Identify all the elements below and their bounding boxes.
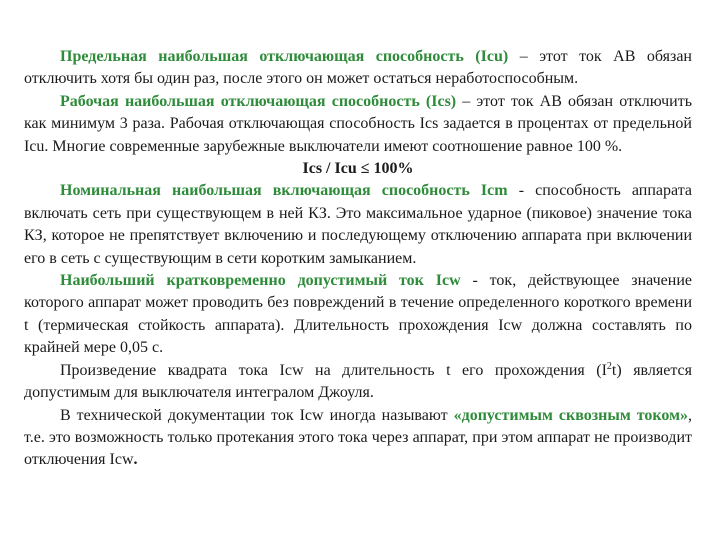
paragraph-joule-integral: [24, 360, 692, 405]
joule-text-before: Произведение квадрата тока Icw на длительность t его прохождения (I: [60, 361, 607, 379]
doc-text-after: , т.е. это возможность только протекания этого тока через аппарат, при этом аппарат не производит отключения Icw: [24, 406, 692, 469]
joule-superscript: 2: [606, 360, 612, 372]
paragraph-icw: [24, 270, 692, 360]
paragraph-icw-text: - ток, действующее значение которого аппарат может проводить без повреждений в течение определенного короткого времени t (термическая стойкость аппарата). Длительность прохождения Icw должна составлять по крайней мере 0,05 с.: [24, 272, 692, 357]
term-through-current: «допустимым сквозным током»: [453, 406, 688, 424]
term-icw: Наибольший кратковременно допустимый ток Icw: [60, 272, 461, 290]
doc-final-period: .: [133, 451, 138, 469]
paragraph-ics: [24, 91, 692, 158]
term-ics: Рабочая наибольшая отключающая способность (Ics): [60, 92, 457, 110]
paragraph-icm-text: - способность аппарата включать сеть при существующем в ней КЗ. Это максимальное ударное (пиковое) значение тока КЗ, которое не препятствует включению и последующему отключению аппарата при включении его в сеть с существующим в сети коротким замыканием.: [24, 182, 693, 267]
doc-text-before: В технической документации ток Icw иногда называют: [60, 406, 454, 424]
document-page: [24, 46, 692, 472]
paragraph-icu-text: – этот ток АВ обязан отключить хотя бы один раз, после этого он может остаться неработоспособным.: [24, 48, 692, 88]
joule-text-after: t) является допустимым для выключателя интегралом Джоуля.: [24, 361, 692, 402]
paragraph-documentation: [24, 405, 692, 472]
term-icu: Предельная наибольшая отключающая способность (Icu): [60, 48, 509, 65]
paragraph-ics-text: – этот ток АВ обязан отключить как минимум 3 раза. Рабочая отключающая способность Ics задается в процентах от предельной Icu. Многие современные зарубежные выключатели имеют соотношение равное 100 %.: [24, 92, 692, 155]
formula-ics-icu: Ics / Icu ≤ 100%: [302, 160, 414, 178]
paragraph-icu: [24, 46, 692, 91]
paragraph-icm: [24, 180, 692, 270]
term-icm: Номинальная наибольшая включающая способность Icm: [60, 182, 508, 200]
